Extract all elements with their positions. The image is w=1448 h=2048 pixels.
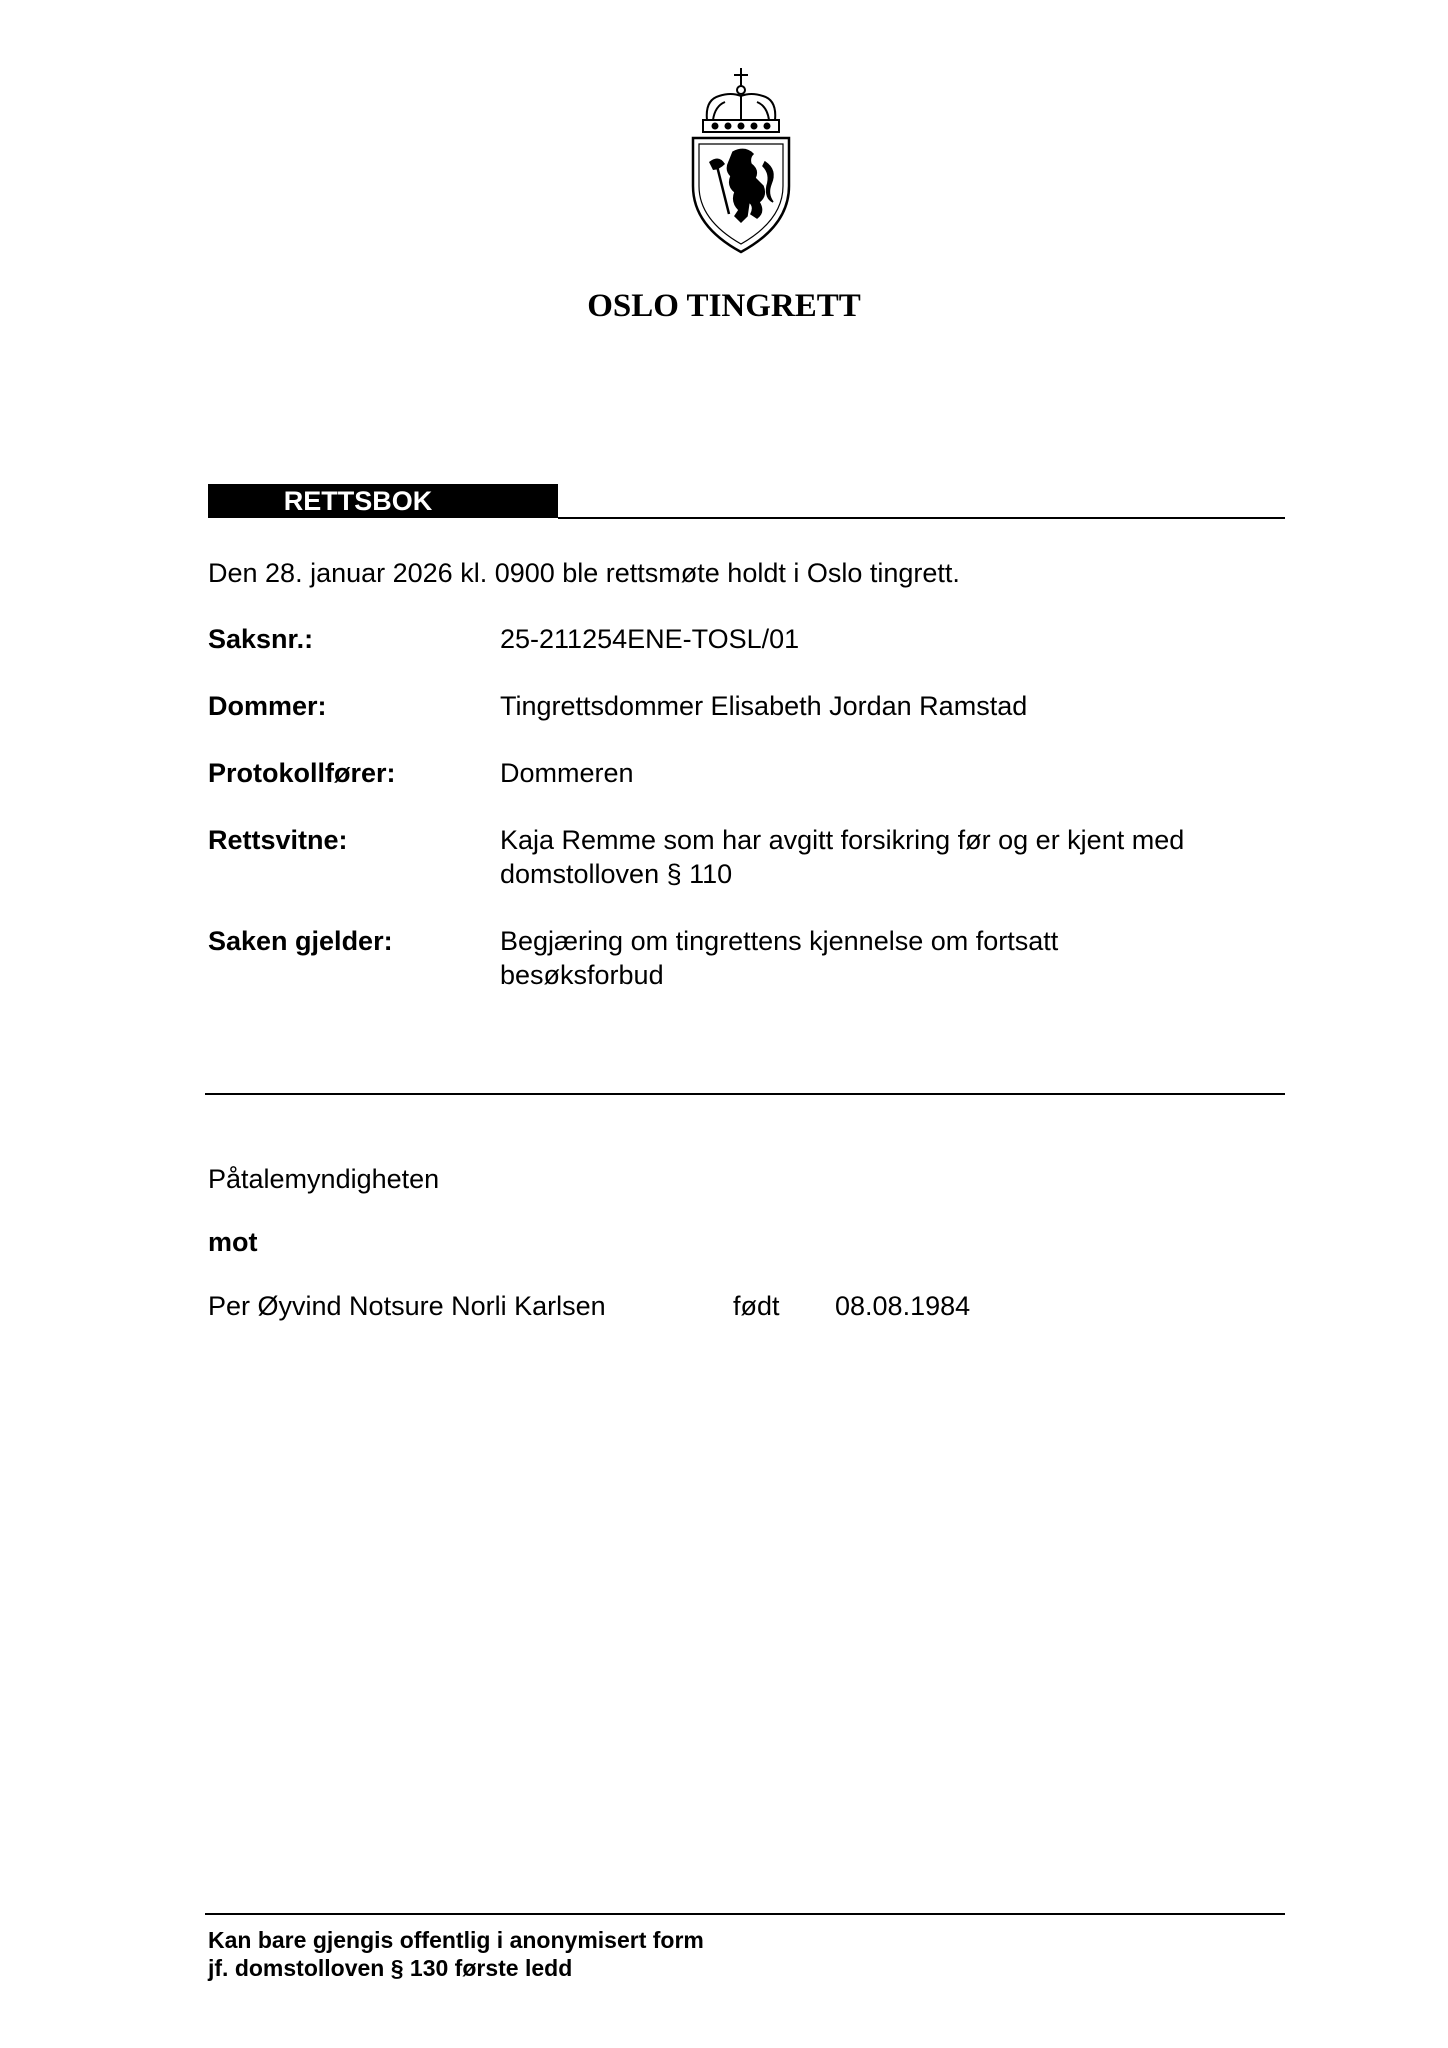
field-value-subject-line2: besøksforbud [500,960,664,990]
footer-rule [205,1913,1285,1915]
born-date: 08.08.1984 [835,1291,971,1321]
field-label-subject: Saken gjelder: [208,926,393,956]
field-value-case-number: 25-211254ENE-TOSL/01 [500,624,800,654]
born-label: født [733,1291,780,1321]
field-value-witness-line1: Kaja Remme som har avgitt forsikring før og er kjent med [500,825,1185,855]
field-label-witness: Rettsvitne: [208,825,348,855]
defendant-name: Per Øyvind Notsure Norli Karlsen [208,1291,606,1321]
footer-line-2: jf. domstolloven § 130 første ledd [208,1955,573,1981]
court-name: OSLO TINGRETT [587,288,861,324]
field-label-clerk: Protokollfører: [208,758,396,788]
header-rule [558,517,1285,519]
footer-line-1: Kan bare gjengis offentlig i anonymisert form [208,1927,704,1953]
norwegian-coat-of-arms-icon [685,66,797,254]
field-value-subject-line1: Begjæring om tingrettens kjennelse om fortsatt [500,926,1059,956]
field-value-witness-line2: domstolloven § 110 [500,859,733,889]
intro-text: Den 28. januar 2026 kl. 0900 ble rettsmøte holdt i Oslo tingrett. [208,558,960,588]
section-label: RETTSBOK [283,486,433,516]
versus-label: mot [208,1227,258,1257]
field-value-judge: Tingrettsdommer Elisabeth Jordan Ramstad [500,691,1028,721]
field-label-case-number: Saksnr.: [208,624,314,654]
field-value-clerk: Dommeren [500,758,634,788]
field-label-judge: Dommer: [208,691,327,721]
section-divider [205,1093,1285,1095]
plaintiff: Påtalemyndigheten [208,1164,440,1194]
